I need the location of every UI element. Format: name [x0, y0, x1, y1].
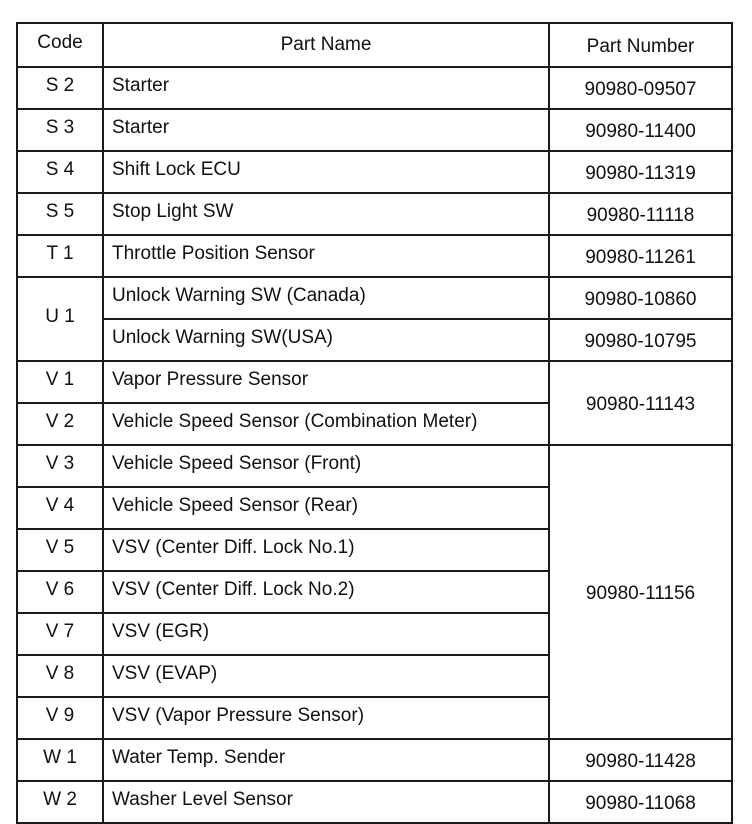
code-cell: S 2: [17, 67, 103, 109]
part-number-cell: 90980-10860: [549, 277, 732, 319]
code-cell: V 4: [17, 487, 103, 529]
code-cell: W 2: [17, 781, 103, 823]
part-name-cell: VSV (Center Diff. Lock No.1): [103, 529, 549, 571]
table-row: [17, 319, 732, 361]
table-header-row: [17, 23, 732, 67]
table-row: [17, 277, 732, 319]
column-header-part-name: Part Name: [103, 23, 549, 67]
code-cell: V 3: [17, 445, 103, 487]
part-name-cell: VSV (Vapor Pressure Sensor): [103, 697, 549, 739]
part-name-cell: Water Temp. Sender: [103, 739, 549, 781]
code-cell: W 1: [17, 739, 103, 781]
code-cell: U 1: [17, 277, 103, 361]
parts-table-container: [16, 22, 731, 824]
code-cell: V 9: [17, 697, 103, 739]
table-row: [17, 781, 732, 823]
table-row: [17, 193, 732, 235]
part-number-cell: 90980-11319: [549, 151, 732, 193]
part-number-cell: 90980-11428: [549, 739, 732, 781]
part-name-cell: Throttle Position Sensor: [103, 235, 549, 277]
code-cell: V 8: [17, 655, 103, 697]
part-name-cell: Shift Lock ECU: [103, 151, 549, 193]
part-name-cell: Vehicle Speed Sensor (Combination Meter): [103, 403, 549, 445]
part-name-cell: Vapor Pressure Sensor: [103, 361, 549, 403]
part-name-cell: VSV (EGR): [103, 613, 549, 655]
part-name-cell: VSV (Center Diff. Lock No.2): [103, 571, 549, 613]
column-header-code: Code: [17, 23, 103, 67]
part-number-cell: 90980-11156: [549, 445, 732, 739]
code-cell: T 1: [17, 235, 103, 277]
table-row: [17, 739, 732, 781]
part-name-cell: VSV (EVAP): [103, 655, 549, 697]
table-row: [17, 67, 732, 109]
part-number-cell: 90980-11261: [549, 235, 732, 277]
table-row: [17, 361, 732, 403]
part-name-cell: Stop Light SW: [103, 193, 549, 235]
code-cell: V 5: [17, 529, 103, 571]
code-cell: V 6: [17, 571, 103, 613]
part-number-cell: 90980-11068: [549, 781, 732, 823]
part-number-cell: 90980-11118: [549, 193, 732, 235]
code-cell: S 3: [17, 109, 103, 151]
part-number-cell: 90980-11400: [549, 109, 732, 151]
table-row: [17, 109, 732, 151]
part-name-cell: Unlock Warning SW(USA): [103, 319, 549, 361]
code-cell: V 1: [17, 361, 103, 403]
part-name-cell: Washer Level Sensor: [103, 781, 549, 823]
table-row: [17, 151, 732, 193]
code-cell: V 2: [17, 403, 103, 445]
part-number-cell: 90980-09507: [549, 67, 732, 109]
part-name-cell: Starter: [103, 67, 549, 109]
part-name-cell: Vehicle Speed Sensor (Rear): [103, 487, 549, 529]
part-name-cell: Starter: [103, 109, 549, 151]
part-name-cell: Vehicle Speed Sensor (Front): [103, 445, 549, 487]
part-number-cell: 90980-10795: [549, 319, 732, 361]
table-row: [17, 235, 732, 277]
code-cell: V 7: [17, 613, 103, 655]
part-name-cell: Unlock Warning SW (Canada): [103, 277, 549, 319]
code-cell: S 4: [17, 151, 103, 193]
part-number-cell: 90980-11143: [549, 361, 732, 445]
parts-table: [16, 22, 733, 824]
column-header-part-number: Part Number: [549, 23, 732, 67]
code-cell: S 5: [17, 193, 103, 235]
table-row: [17, 445, 732, 487]
